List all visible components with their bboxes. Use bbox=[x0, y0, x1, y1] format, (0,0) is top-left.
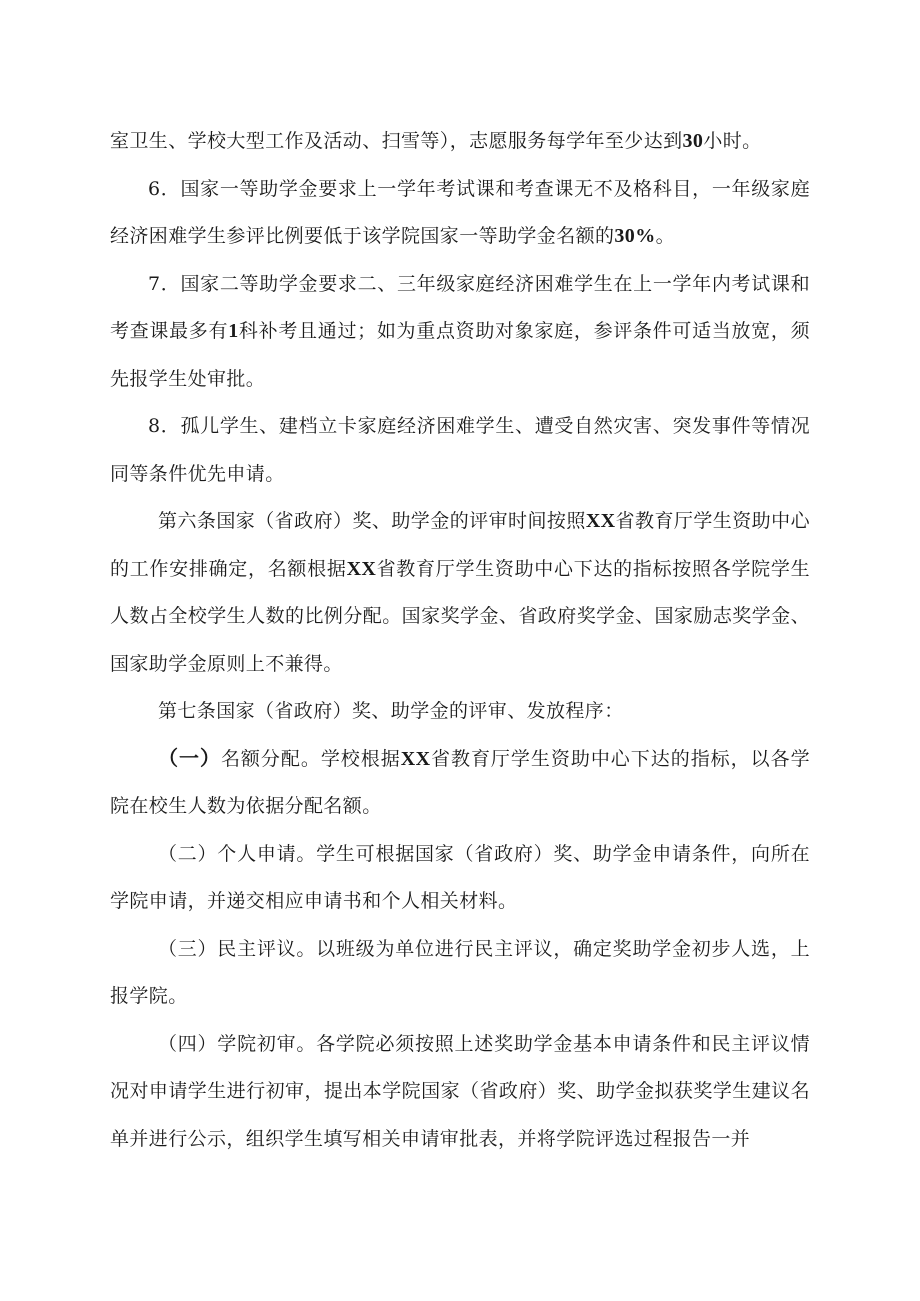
paragraph-step-4 bbox=[110, 1021, 810, 1164]
document-page bbox=[110, 118, 810, 1163]
text-segment: 小时。 bbox=[703, 130, 762, 152]
paragraph-step-1 bbox=[110, 736, 810, 831]
text-segment: 省教育厅学生资助中心的工作安排确定，名额根据 bbox=[110, 510, 810, 580]
paragraph-step-3 bbox=[110, 926, 810, 1021]
text-segment: 省教育厅学生资助中心下达的指标按照各学院学生人数占全校学生人数的比例分配。国家奖学金、省政府奖学金、国家励志奖学金、国家助学金原则上不兼得。 bbox=[110, 557, 810, 675]
text-segment: （三）民主评议。以班级为单位进行民主评议，确定奖助学金初步人选，上报学院。 bbox=[110, 937, 810, 1007]
text-segment: （二）个人申请。学生可根据国家（省政府）奖、助学金申请条件，向所在学院申请，并递交相应申请书和个人相关材料。 bbox=[110, 842, 810, 912]
bold-province: XX bbox=[346, 557, 377, 580]
paragraph-step-2 bbox=[110, 831, 810, 926]
paragraph-item-8 bbox=[110, 403, 810, 498]
text-segment: 第七条国家（省政府）奖、助学金的评审、发放程序： bbox=[158, 700, 624, 722]
paragraph-article-6 bbox=[110, 498, 810, 688]
text-segment: 8．孤儿学生、建档立卡家庭经济困难学生、遭受自然灾害、突发事件等情况同等条件优先申请。 bbox=[110, 415, 810, 485]
text-segment: 室卫生、学校大型工作及活动、扫雪等），志愿服务每学年至少达到 bbox=[110, 130, 683, 152]
bold-province: XX bbox=[400, 747, 431, 770]
text-segment: 6．国家一等助学金要求上一学年考试课和考查课无不及格科目，一年级家庭经济困难学生参评比例要低于该学院国家一等助学金名额的 bbox=[110, 177, 810, 247]
paragraph-continuation bbox=[110, 118, 810, 166]
text-segment: 7．国家二等助学金要求二、三年级家庭经济困难学生在上一学年内考试课和考查课最多有 bbox=[110, 272, 810, 342]
text-segment: （四）学院初审。各学院必须按照上述奖助学金基本申请条件和民主评议情况对申请学生进行初审，提出本学院国家（省政府）奖、助学金拟获奖学生建议名单并进行公示，组织学生填写相关申请审批表，并将学院评选过程报告一并 bbox=[110, 1032, 810, 1150]
bold-number: 30% bbox=[614, 225, 656, 247]
paragraph-item-6 bbox=[110, 166, 810, 261]
bold-number: 1 bbox=[228, 320, 239, 342]
paragraph-article-7 bbox=[110, 688, 810, 736]
text-segment: 科补考且通过；如为重点资助对象家庭，参评条件可适当放宽，须先报学生处审批。 bbox=[110, 320, 810, 390]
bold-number: 30 bbox=[682, 130, 704, 152]
text-segment: 省教育厅学生资助中心下达的指标，以各学院在校生人数为依据分配名额。 bbox=[110, 747, 810, 817]
text-segment: 第六条国家（省政府）奖、助学金的评审时间按照 bbox=[158, 510, 586, 532]
bold-step-number: （一） bbox=[158, 747, 221, 770]
paragraph-item-7 bbox=[110, 261, 810, 404]
bold-province: XX bbox=[585, 510, 616, 532]
text-segment: 名额分配。学校根据 bbox=[220, 747, 401, 770]
text-segment: 。 bbox=[655, 225, 676, 247]
